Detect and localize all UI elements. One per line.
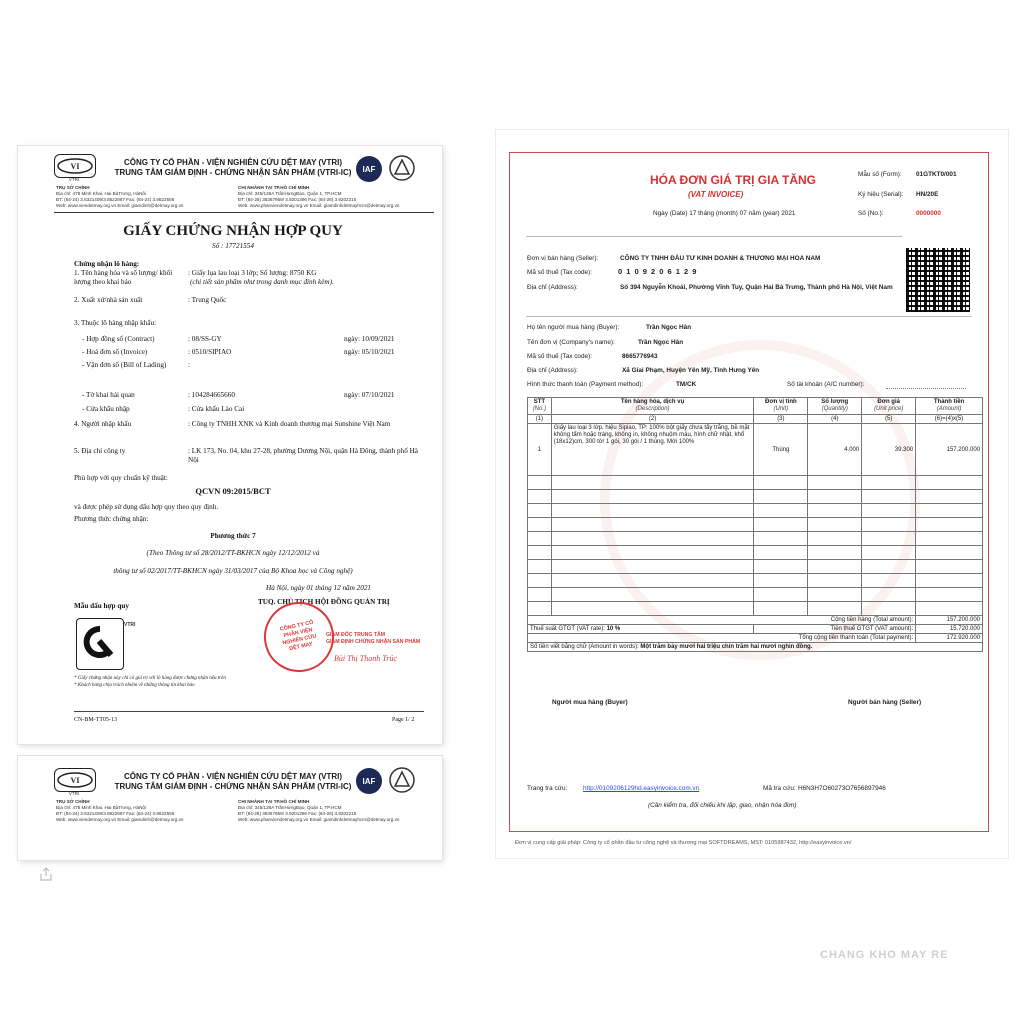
branch-phone: ĐT: (84-28) 38367959/ 3.9201396 Fax: (84-28) 3.9202215: [238, 197, 357, 202]
row-note-goods: (chi tiết sản phẩm như trong danh mục đính kèm).: [190, 278, 334, 286]
col-no: STT (No.): [528, 398, 552, 415]
item-quantity: 4.000: [808, 424, 862, 476]
table-row-empty: [528, 560, 983, 574]
hq-address-2: Địa chỉ: 478 Minh Khai, Hai BàTrưng, HàNội: [56, 805, 146, 810]
total-row: [528, 616, 983, 625]
signer-role-2: GIÁM ĐỊNH CHỨNG NHẬN SẢN PHẨM: [326, 638, 421, 645]
doc-code: CN-BM-TT05-13: [74, 717, 117, 723]
row-label-invoice: - Hoá đơn số (Invoice): [82, 348, 148, 356]
certificate-page-2: [18, 756, 442, 860]
buyer-address-label: Địa chỉ (Address):: [527, 367, 578, 374]
row-value-address: : LK 173, No. 04, khu 27-28, phường Dương Nội, quận Hà Đông, thành phố Hà Nội: [188, 447, 418, 464]
grand-total-value: 172.920.000: [916, 634, 983, 643]
lot-heading: Chứng nhận lô hàng:: [74, 260, 140, 268]
row-value-importer: : Công ty TNHH XNK và Kinh doanh thương mại Sunshine Việt Nam: [188, 420, 391, 428]
hq-label: TRỤ SỞ CHÍNH: [56, 185, 90, 190]
row-label-goods: 1. Tên hàng hóa và số lượng/ khối lượng theo khai báo: [74, 269, 173, 286]
table-row-empty: [528, 476, 983, 490]
col-quantity: Số lượng (Quantity): [808, 398, 862, 415]
no-value: 0000000: [916, 210, 941, 217]
index-cell: (6)=(4)x(5): [916, 415, 983, 424]
accreditation-icon-2: [388, 766, 416, 794]
provider-info: Đơn vị cung cấp giải pháp: Công ty cổ phần đầu tư công nghệ và thương mại SOFTDREAMS, MST: 0105987432, http://easyinvoice.vn/: [515, 840, 852, 846]
hq-address: Địa chỉ: 478 Minh Khai, Hai BàTrưng, HàNội: [56, 191, 146, 196]
no-label: Số (No.):: [858, 210, 884, 217]
lookup-code: H6N3H7O60273O7656897946: [798, 785, 886, 792]
index-cell: (4): [808, 415, 862, 424]
branch-address: Địa chỉ: 345/128A TrầnHưngĐạo, Quận 1, TP.HCM: [238, 191, 342, 196]
method-label: Phương thức chứng nhận:: [74, 515, 149, 523]
vtri-logo-2-icon: [55, 769, 95, 791]
seller-label: Đơn vị bán hàng (Seller):: [527, 255, 599, 262]
table-row-empty: [528, 518, 983, 532]
item-price: 39.300: [862, 424, 916, 476]
table-row-empty: [528, 546, 983, 560]
center-name-2: TRUNG TÂM GIÁM ĐỊNH - CHỨNG NHẬN SẢN PHẨM (VTRI-IC): [114, 782, 352, 791]
seller-address-label: Địa chỉ (Address):: [527, 284, 578, 291]
total-label: Cộng tiền hàng (Total amount):: [528, 616, 916, 625]
company-label: Tên đơn vị (Company's name):: [527, 339, 615, 346]
conformity-mark: [76, 618, 124, 670]
buyer-tax: 8665776943: [622, 353, 658, 360]
serial-label: Ký hiệu (Serial):: [858, 191, 904, 198]
standard-code: QCVN 09:2015/BCT: [195, 486, 271, 496]
account-field: [886, 388, 966, 389]
payment-label: Hình thức thanh toán (Payment method):: [527, 381, 644, 388]
iaf-logo: [356, 156, 382, 182]
corner-watermark: CHANG KHO MAY RE: [820, 949, 949, 961]
table-row: [528, 424, 983, 476]
signer-role-1: GIÁM ĐỐC TRUNG TÂM: [326, 632, 386, 638]
seller-name: CÔNG TY TNHH ĐẦU TƯ KINH DOANH & THƯƠNG MẠI HOA NAM: [620, 255, 821, 262]
row-date-customs: ngày: 07/10/2021: [344, 391, 395, 399]
buyer-tax-label: Mã số thuế (Tax code):: [527, 353, 593, 360]
table-row-empty: [528, 532, 983, 546]
footnote-1: * Giấy chứng nhận này chỉ có giá trị với lô hàng được chứng nhận nêu trên: [74, 676, 226, 681]
header-divider: [54, 212, 434, 213]
items-table: [527, 397, 983, 652]
item-unit: Thùng: [754, 424, 808, 476]
row-value-invoice: : 0510/SIPIAO: [188, 348, 232, 356]
hq-label-2: TRỤ SỞ CHÍNH: [56, 799, 90, 804]
lookup-label: Trang tra cứu:: [527, 785, 568, 792]
table-row-empty: [528, 574, 983, 588]
branch-label: CHI NHÁNH TẠI TP.HỒ CHÍ MINH: [238, 185, 310, 190]
footer-divider: [74, 711, 424, 712]
total-value: 157.200.000: [916, 616, 983, 625]
accreditation-icon: [388, 154, 416, 182]
item-description: Giấy lau loại 3 lớp, hiệu Sipiao, TP: 100% bột giấy chưa tẩy trắng, bề mặt không tẩm hoặc tráng, không in, không nhuộm màu, hình chữ nhật, khổ (18x12)cm, 300 tờ/ 1 gói, 30 gói / 1 thùng. Mới 100%: [551, 424, 754, 476]
payment-method: TM/CK: [676, 381, 697, 388]
buyer-address: Xã Giai Phạm, Huyện Yên Mỹ, Tỉnh Hưng Yên: [622, 367, 760, 374]
row-value-contract: : 08/SS-GY: [188, 335, 222, 343]
table-row-empty: [528, 602, 983, 616]
signer-name: Bùi Thị Thanh Trúc: [334, 654, 397, 663]
place-date: Hà Nội, ngày 01 tháng 12 năm 2021: [266, 584, 372, 592]
iaf-logo-text: IAF: [362, 164, 376, 174]
form-value: 01GTKT0/001: [916, 171, 957, 178]
grand-total-label: Tổng cộng tiền thanh toán (Total payment):: [528, 634, 916, 643]
vat-amount-label: Tiền thuế GTGT (VAT amount):: [754, 625, 916, 634]
invoice-title: HÓA ĐƠN GIÁ TRỊ GIA TĂNG: [650, 173, 817, 187]
item-amount: 157.200.000: [916, 424, 983, 476]
words-cell: Số tiền viết bằng chữ (Amount in words): Một trăm bảy mươi hai triệu chín trăm hai mươi nghìn đồng.: [528, 643, 983, 652]
branch-phone-2: ĐT: (84-28) 38367959/ 3.9201396 Fax: (84-28) 3.9202215: [238, 811, 357, 816]
vat-rate-cell: Thuế suất GTGT (VAT rate): 10 %: [528, 625, 754, 634]
index-cell: (5): [862, 415, 916, 424]
page-number: Page 1/ 2: [392, 717, 415, 723]
buyer-signature-label: Người mua hàng (Buyer): [552, 699, 628, 706]
row-label-importer: 4. Người nhập khẩu: [74, 420, 132, 428]
branch-address-2: Địa chỉ: 345/128A TrầnHưngĐạo, Quận 1, TP.HCM: [238, 805, 342, 810]
index-cell: (3): [754, 415, 808, 424]
col-amount: Thành tiền (Amount): [916, 398, 983, 415]
vtri-logo-2: [54, 768, 96, 792]
items-table-wrap: [527, 397, 983, 652]
iaf-logo-2-text: IAF: [362, 776, 376, 786]
table-row-empty: [528, 504, 983, 518]
table-row-empty: [528, 490, 983, 504]
hq-phone-2: ĐT: (84-24) 3.6321409/3.8622867 Fax: (84-24) 3.8622556: [56, 811, 175, 816]
row-label-import-lot: 3. Thuộc lô hàng nhập khẩu:: [74, 319, 157, 327]
col-unit-price: Đơn giá (Unit price): [862, 398, 916, 415]
seller-signature-label: Người bán hàng (Seller): [848, 699, 922, 706]
branch-web: Web: www.phanviendetmay.org.vn Email: giamdinhdetmayhcm@detmay.org.vn: [238, 203, 400, 208]
company-name: CÔNG TY CỔ PHẦN - VIỆN NGHIÊN CỨU DỆT MAY (VTRI): [123, 158, 343, 167]
lookup-link[interactable]: http://0109206129hd.easyinvoice.com.vn: [583, 785, 700, 792]
mark-label: Mẫu dấu hợp quy: [74, 602, 129, 610]
index-cell: (2): [551, 415, 754, 424]
row-value-origin: : Trung Quốc: [188, 296, 227, 304]
seller-address: Số 394 Nguyễn Khoái, Phường Vĩnh Tuy, Quận Hai Bà Trưng, Thành phố Hà Nội, Việt Nam: [620, 284, 893, 291]
svg-text:VI: VI: [70, 776, 80, 785]
share-icon[interactable]: [38, 866, 54, 882]
certificate-page: [18, 146, 442, 744]
hq-web: Web: www.viendetmay.org.vn Email: giamdinh@detmay.org.vn: [56, 203, 184, 208]
center-name: TRUNG TÂM GIÁM ĐỊNH - CHỨNG NHẬN SẢN PHẨM (VTRI-IC): [114, 168, 352, 177]
branch-label-2: CHI NHÁNH TẠI TP.HỒ CHÍ MINH: [238, 799, 310, 804]
grand-total-row: [528, 634, 983, 643]
seller-divider: [526, 236, 902, 237]
item-no: 1: [528, 424, 552, 476]
vat-row: [528, 625, 983, 634]
qr-code: [906, 248, 970, 312]
cr-mark-icon: [77, 619, 123, 669]
lookup-note: (Cần kiểm tra, đối chiếu khi lập, giao, nhận hóa đơn): [648, 802, 797, 809]
svg-text:VI: VI: [70, 162, 80, 171]
table-row-empty: [528, 588, 983, 602]
account-label: Số tài khoản (A/C number):: [787, 381, 865, 388]
row-label-border: - Cửa khẩu nhập: [82, 405, 130, 413]
method-name: Phương thức 7: [210, 532, 256, 540]
words-row: [528, 643, 983, 652]
permission-text: và được phép sử dụng dấu hợp quy theo quy định.: [74, 503, 219, 511]
branch-web-2: Web: www.phanviendetmay.org.vn Email: giamdinhdetmayhcm@detmay.org.vn: [238, 817, 400, 822]
company-name: Trần Ngọc Hân: [638, 339, 684, 346]
hq-web-2: Web: www.viendetmay.org.vn Email: giamdinh@detmay.org.vn: [56, 817, 184, 822]
serial-value: HN/20E: [916, 191, 939, 198]
footnote-2: * Khách hàng chịu trách nhiệm về những thông tin khai báo: [74, 682, 195, 688]
vtri-logo-label: VTRI: [68, 177, 80, 182]
buyer-label: Họ tên người mua hàng (Buyer):: [527, 324, 620, 331]
method-ref-2: thông tư số 02/2017/TT-BKHCN ngày 31/03/2017 của Bộ Khoa học và Công nghệ): [113, 567, 353, 575]
row-date-contract: ngày: 10/09/2021: [344, 335, 395, 343]
company-name-2: CÔNG TY CỔ PHẦN - VIỆN NGHIÊN CỨU DỆT MAY (VTRI): [123, 772, 343, 781]
row-value-bill: :: [188, 361, 190, 369]
method-ref-1: (Theo Thông tư số 28/2012/TT-BKHCN ngày 12/12/2012 và: [146, 549, 320, 557]
iaf-logo-2: [356, 768, 382, 794]
vtri-logo-icon: [55, 155, 95, 177]
invoice-date: Ngày (Date) 17 tháng (month) 07 năm (year) 2021: [653, 210, 796, 217]
row-date-invoice: ngày: 05/10/2021: [344, 348, 395, 356]
seller-tax: 0 1 0 9 2 0 6 1 2 9: [618, 267, 698, 276]
row-label-bill: - Vận đơn số (Bill of Lading): [82, 361, 167, 369]
table-index-row: [528, 415, 983, 424]
hq-phone: ĐT: (84-24) 3.6321409/3.8622867 Fax: (84-24) 3.8622556: [56, 197, 175, 202]
row-label-contract: - Hợp đồng số (Contract): [82, 335, 155, 343]
buyer-divider: [526, 316, 972, 317]
index-cell: (1): [528, 415, 552, 424]
row-value-border: : Cửa khẩu Lào Cai: [188, 405, 245, 413]
vtri-logo: [54, 154, 96, 178]
row-label-customs: - Tờ khai hải quan: [82, 391, 135, 399]
seller-tax-label: Mã số thuế (Tax code):: [527, 269, 593, 276]
buyer-name: Trần Ngọc Hân: [646, 324, 692, 331]
vat-amount-value: 15.720.000: [916, 625, 983, 634]
row-value-goods: : Giấy lụa lau loại 3 lớp; Số lượng: 8750 KG: [188, 269, 317, 277]
col-unit: Đơn vị tính (Unit): [754, 398, 808, 415]
invoice-subtitle: (VAT INVOICE): [688, 190, 744, 199]
certificate-title: GIẤY CHỨNG NHẬN HỢP QUY: [123, 223, 343, 239]
standard-intro: Phù hợp với quy chuẩn kỹ thuật:: [74, 474, 168, 482]
table-header-row: [528, 398, 983, 415]
lookup-code-label: Mã tra cứu:: [763, 785, 796, 792]
mark-logo: VTRI: [124, 622, 136, 628]
row-label-origin: 2. Xuất xứ/nhà sản xuất: [74, 296, 143, 304]
signer-title: TUQ. CHỦ TỊCH HỘI ĐỒNG QUẢN TRỊ: [258, 598, 390, 606]
row-label-address: 5. Địa chỉ công ty: [74, 447, 126, 455]
form-label: Mẫu số (Form):: [858, 171, 902, 178]
vtri-logo-2-label: VTRI: [68, 791, 80, 796]
col-description: Tên hàng hóa, dịch vụ (Description): [551, 398, 754, 415]
row-value-customs: : 104284665660: [188, 391, 235, 399]
stamp-text: CÔNG TY CỔ PHẦN VIỆN NGHIÊN CỨU DỆT MAY: [279, 619, 318, 653]
certificate-number: Số : 17721554: [212, 242, 254, 250]
